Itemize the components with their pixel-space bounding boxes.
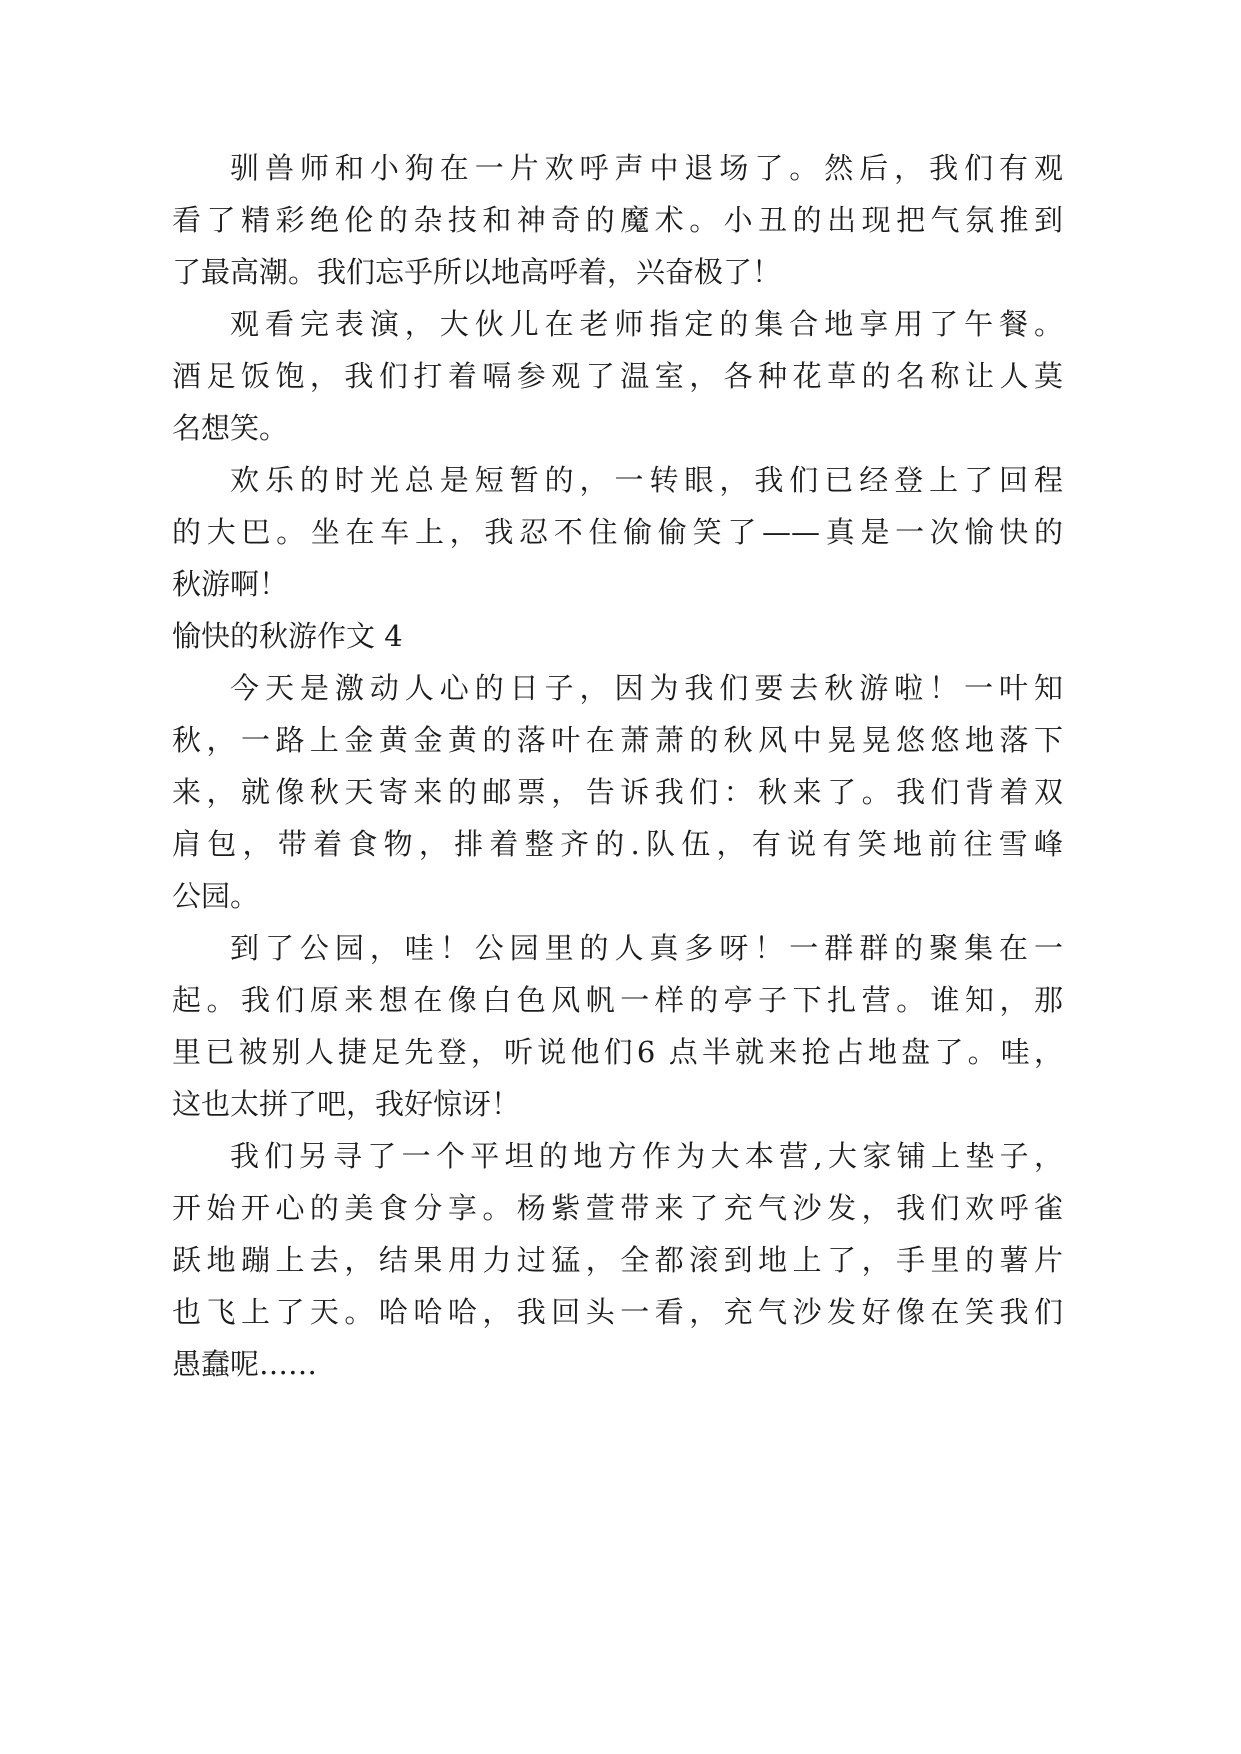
text-line: 起。我们原来想在像白色风帆一样的亭子下扎营。谁知，那	[172, 983, 1063, 1017]
text-line: 这也太拼了吧，我好惊讶！	[172, 1087, 521, 1121]
paragraph	[172, 298, 1063, 454]
text-line: 今天是激动人心的日子，因为我们要去秋游啦！一叶知	[230, 671, 1063, 705]
text-line: 欢乐的时光总是短暂的，一转眼，我们已经登上了回程	[230, 463, 1063, 497]
text-line: 开始开心的美食分享。杨紫萱带来了充气沙发，我们欢呼雀	[172, 1191, 1063, 1225]
paragraph	[172, 922, 1063, 1130]
text-line: 里已被别人捷足先登，听说他们6 点半就来抢占地盘了。哇，	[172, 1035, 1063, 1069]
text-line: 秋游啊！	[172, 567, 289, 601]
text-line: 的大巴。坐在车上，我忍不住偷偷笑了——真是一次愉快的	[172, 515, 1063, 549]
paragraph	[172, 1130, 1063, 1390]
text-line: 跃地蹦上去，结果用力过猛，全都滚到地上了，手里的薯片	[172, 1243, 1063, 1277]
text-line: 公园。	[172, 879, 260, 913]
text-line: 来，就像秋天寄来的邮票，告诉我们：秋来了。我们背着双	[172, 775, 1063, 809]
text-line: 我们另寻了一个平坦的地方作为大本营,大家铺上垫子，	[230, 1139, 1063, 1173]
text-line: 愚蠢呢……	[172, 1347, 318, 1381]
text-line: 秋，一路上金黄金黄的落叶在萧萧的秋风中晃晃悠悠地落下	[172, 723, 1063, 757]
essay-title: 愉快的秋游作文 4	[172, 619, 403, 653]
paragraph	[172, 662, 1063, 922]
text-line: 也飞上了天。哈哈哈，我回头一看，充气沙发好像在笑我们	[172, 1295, 1063, 1329]
essay-body	[172, 142, 1063, 1390]
text-line: 肩包，带着食物，排着整齐的.队伍，有说有笑地前往雪峰	[172, 827, 1063, 861]
text-line: 了最高潮。我们忘乎所以地高呼着，兴奋极了！	[172, 255, 782, 289]
text-line: 看了精彩绝伦的杂技和神奇的魔术。小丑的出现把气氛推到	[172, 203, 1063, 237]
text-line: 驯兽师和小狗在一片欢呼声中退场了。然后，我们有观	[230, 151, 1063, 185]
text-line: 酒足饭饱，我们打着嗝参观了温室，各种花草的名称让人莫	[172, 359, 1063, 393]
paragraph	[172, 454, 1063, 610]
paragraph	[172, 142, 1063, 298]
text-line: 观看完表演，大伙儿在老师指定的集合地享用了午餐。	[230, 307, 1063, 341]
text-line: 名想笑。	[172, 411, 289, 445]
text-line: 到了公园，哇！公园里的人真多呀！一群群的聚集在一	[230, 931, 1063, 965]
